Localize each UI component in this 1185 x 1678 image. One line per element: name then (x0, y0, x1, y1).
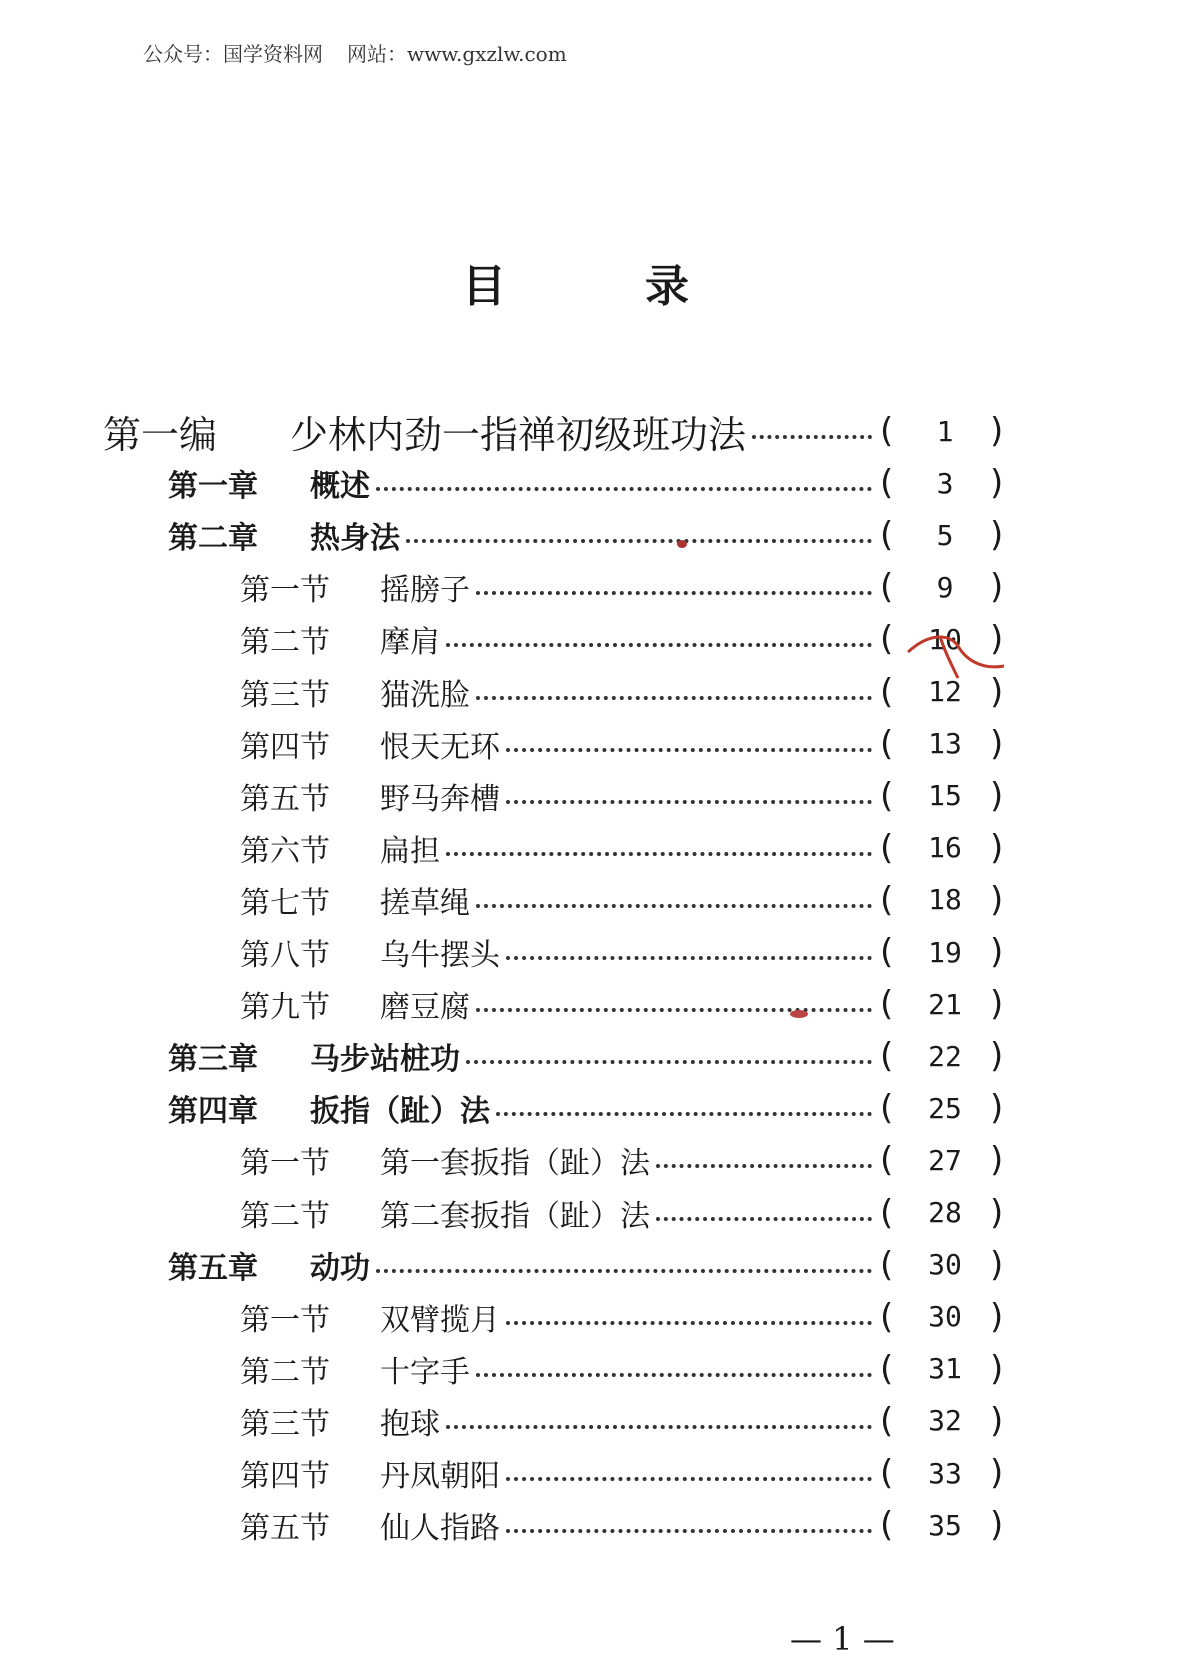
toc-leader-dots (476, 902, 872, 908)
toc-leader-dots (446, 850, 872, 856)
toc-paren-close: ) (990, 932, 1004, 972)
toc-entry-label: 第一节 (240, 573, 330, 609)
toc-page-number: 30 (928, 1248, 962, 1282)
toc-paren-open: ( (880, 1036, 894, 1077)
toc-leader-dots (656, 1215, 872, 1221)
toc-paren-open: ( (880, 1453, 894, 1493)
toc-paren-open: ( (880, 984, 894, 1025)
toc-paren-close: ) (990, 411, 1004, 451)
toc-page-number: 12 (928, 675, 962, 708)
toc-entry (0, 405, 1185, 457)
toc-paren-close: ) (990, 463, 1004, 504)
toc-leader-dots (506, 1475, 872, 1481)
toc-paren-open: ( (880, 567, 894, 608)
page-number: — 1 — (790, 1620, 895, 1658)
toc-entry (0, 1343, 1185, 1395)
toc-page-number: 13 (928, 727, 962, 761)
page-title (0, 250, 1185, 310)
toc-entry-title: 搓草绳 (380, 885, 470, 921)
toc-leader-dots (506, 1527, 872, 1533)
toc-paren-close: ) (990, 1400, 1004, 1441)
toc-leader-dots (752, 433, 872, 439)
toc-leader-dots (466, 1058, 872, 1064)
toc-paren-close: ) (990, 619, 1004, 660)
toc-entry-title: 猫洗脸 (380, 677, 470, 713)
toc-entry-title: 概述 (310, 469, 370, 505)
toc-entry-title: 野马奔槽 (380, 781, 500, 817)
toc-entry (0, 926, 1185, 978)
toc-page-number: 10 (928, 622, 962, 656)
toc-entry (0, 1239, 1185, 1291)
toc-entry (0, 770, 1185, 822)
page-header (143, 38, 567, 67)
toc-leader-dots (406, 537, 872, 543)
toc-paren-open: ( (880, 1244, 894, 1285)
toc-page-number: 32 (928, 1404, 962, 1438)
toc-entry-title: 动功 (310, 1250, 370, 1286)
toc-leader-dots (506, 1319, 872, 1325)
toc-paren-open: ( (880, 1348, 894, 1389)
toc-paren-open: ( (880, 932, 894, 972)
toc-paren-open: ( (880, 411, 894, 451)
toc-paren-close: ) (990, 1348, 1004, 1389)
toc-paren-open: ( (880, 671, 894, 712)
toc-page-number: 22 (928, 1039, 962, 1073)
toc-entry (0, 509, 1185, 561)
toc-entry-title: 扁担 (380, 833, 440, 869)
toc-entry (0, 1082, 1185, 1134)
toc-entry-title: 抱球 (380, 1406, 440, 1442)
toc-entry-title: 马步站桩功 (310, 1042, 460, 1078)
toc-entry-label: 第一章 (168, 469, 258, 505)
toc-paren-close: ) (990, 775, 1004, 816)
red-pen-stroke-1 (908, 637, 1004, 667)
toc-paren-close: ) (990, 1140, 1004, 1181)
toc-leader-dots (506, 798, 872, 804)
toc-entry-label: 第五节 (240, 781, 330, 817)
toc-paren-close: ) (990, 1088, 1004, 1129)
toc-entry-label: 第二节 (240, 625, 330, 661)
toc-paren-open: ( (880, 1140, 894, 1181)
toc-entry-label: 第一编 (103, 412, 218, 457)
toc-entry-title: 少林内劲一指禅初级班功法 (290, 412, 747, 457)
toc-entry (0, 561, 1185, 613)
toc-paren-close: ) (990, 879, 1004, 920)
toc-paren-close: ) (990, 827, 1004, 868)
toc-entry (0, 1499, 1185, 1551)
toc-entry-title: 磨豆腐 (380, 990, 470, 1026)
toc-entry-label: 第三节 (240, 1406, 330, 1442)
toc-leader-dots (506, 746, 872, 752)
toc-entry (0, 874, 1185, 926)
toc-entry (0, 1447, 1185, 1499)
toc-paren-open: ( (880, 1505, 894, 1546)
toc-page-number: 21 (928, 987, 962, 1021)
toc-page-number: 18 (928, 883, 962, 917)
toc-paren-open: ( (880, 1088, 894, 1129)
toc-leader-dots (446, 1423, 872, 1429)
toc-paren-close: ) (990, 723, 1004, 764)
toc-entry-title: 摩肩 (380, 625, 440, 661)
toc-leader-dots (476, 589, 872, 595)
toc-page-number: 16 (928, 831, 962, 865)
toc-entry-title: 扳指（趾）法 (310, 1094, 490, 1130)
toc-leader-dots (506, 954, 872, 960)
toc-entry-label: 第一节 (240, 1302, 330, 1338)
red-pen-mark (900, 622, 1010, 684)
toc-entry-label: 第七节 (240, 885, 330, 921)
title-char-2: 录 (645, 261, 689, 312)
toc-page-number: 31 (928, 1352, 962, 1386)
toc-leader-dots (476, 1371, 872, 1377)
ink-spot (790, 1010, 808, 1018)
toc-page-number: 15 (928, 779, 962, 813)
toc-entry-title: 热身法 (310, 521, 400, 557)
toc-leader-dots (496, 1110, 872, 1116)
toc-entry-label: 第六节 (240, 833, 330, 869)
toc-leader-dots (476, 1006, 872, 1012)
toc-page-number: 19 (928, 935, 962, 969)
toc-entry (0, 822, 1185, 874)
toc-paren-open: ( (880, 775, 894, 816)
toc-entry-label: 第五节 (240, 1511, 330, 1547)
toc-paren-close: ) (990, 567, 1004, 608)
toc-leader-dots (376, 485, 872, 491)
toc-paren-close: ) (990, 1036, 1004, 1077)
toc-page-number: 28 (928, 1196, 962, 1229)
toc-paren-close: ) (990, 515, 1004, 556)
toc-entry-label: 第二节 (240, 1354, 330, 1390)
toc-paren-open: ( (880, 1192, 894, 1233)
toc-page-number: 9 (936, 570, 954, 604)
toc-page-number: 33 (928, 1456, 962, 1490)
toc-leader-dots (476, 694, 872, 700)
toc-entry-title: 第二套扳指（趾）法 (380, 1198, 650, 1234)
toc-page-number: 3 (936, 466, 954, 500)
toc-entry-label: 第四节 (240, 729, 330, 765)
toc-page-number: 27 (928, 1143, 962, 1177)
toc-paren-close: ) (990, 1453, 1004, 1493)
ink-spot (677, 540, 687, 548)
toc-page-number: 1 (936, 414, 954, 448)
toc-leader-dots (656, 1162, 872, 1168)
header-account: 公众号：国学资料网 (143, 42, 323, 66)
toc-paren-open: ( (880, 515, 894, 556)
toc-entry-title: 双臂揽月 (380, 1302, 500, 1338)
toc-entry-title: 仙人指路 (380, 1511, 500, 1547)
toc-entry-label: 第二章 (168, 521, 258, 557)
toc-entry-label: 第三章 (168, 1042, 258, 1078)
toc-paren-open: ( (880, 463, 894, 504)
toc-entry-label: 第五章 (168, 1250, 258, 1286)
toc-entry (0, 718, 1185, 770)
toc-paren-close: ) (990, 1244, 1004, 1285)
toc-entry-label: 第一节 (240, 1146, 330, 1182)
toc-entry-title: 乌牛摆头 (380, 938, 500, 973)
toc-entry-label: 第四节 (240, 1459, 330, 1494)
toc-entry (0, 1030, 1185, 1082)
toc-paren-close: ) (990, 1192, 1004, 1233)
toc-entry (0, 978, 1185, 1030)
toc-page-number: 5 (936, 518, 954, 552)
toc-entry-label: 第九节 (240, 990, 330, 1026)
toc-paren-open: ( (880, 1296, 894, 1337)
toc-paren-open: ( (880, 1400, 894, 1441)
toc-page-number: 35 (928, 1508, 962, 1542)
toc-entry-title: 摇膀子 (380, 573, 470, 609)
toc-leader-dots (446, 641, 872, 647)
header-website: 网站：www.gxzlw.com (347, 42, 567, 66)
title-char-1: 目 (462, 261, 506, 312)
toc-paren-open: ( (880, 827, 894, 868)
toc-entry (0, 1134, 1185, 1186)
toc-entry-title: 第一套扳指（趾）法 (380, 1146, 650, 1182)
toc-paren-open: ( (880, 619, 894, 660)
toc-paren-close: ) (990, 671, 1004, 712)
toc-entry (0, 1187, 1185, 1239)
toc-entry (0, 1395, 1185, 1447)
toc-entry-label: 第二节 (240, 1198, 330, 1234)
toc-entry-label: 第四章 (168, 1094, 258, 1130)
toc-entry-label: 第三节 (240, 677, 330, 713)
toc-entry-title: 丹凤朝阳 (380, 1459, 500, 1494)
toc-paren-open: ( (880, 879, 894, 920)
toc-paren-open: ( (880, 723, 894, 764)
toc-page-number: 30 (928, 1300, 962, 1334)
toc-entry (0, 457, 1185, 509)
toc-entry (0, 1291, 1185, 1343)
toc-leader-dots (376, 1267, 872, 1273)
toc-paren-close: ) (990, 984, 1004, 1025)
toc-entry-title: 恨天无环 (380, 729, 500, 765)
toc-entry-label: 第八节 (240, 938, 330, 973)
toc-paren-close: ) (990, 1296, 1004, 1337)
toc-page-number: 25 (928, 1091, 962, 1125)
toc-paren-close: ) (990, 1505, 1004, 1546)
toc-entry-title: 十字手 (380, 1354, 470, 1390)
